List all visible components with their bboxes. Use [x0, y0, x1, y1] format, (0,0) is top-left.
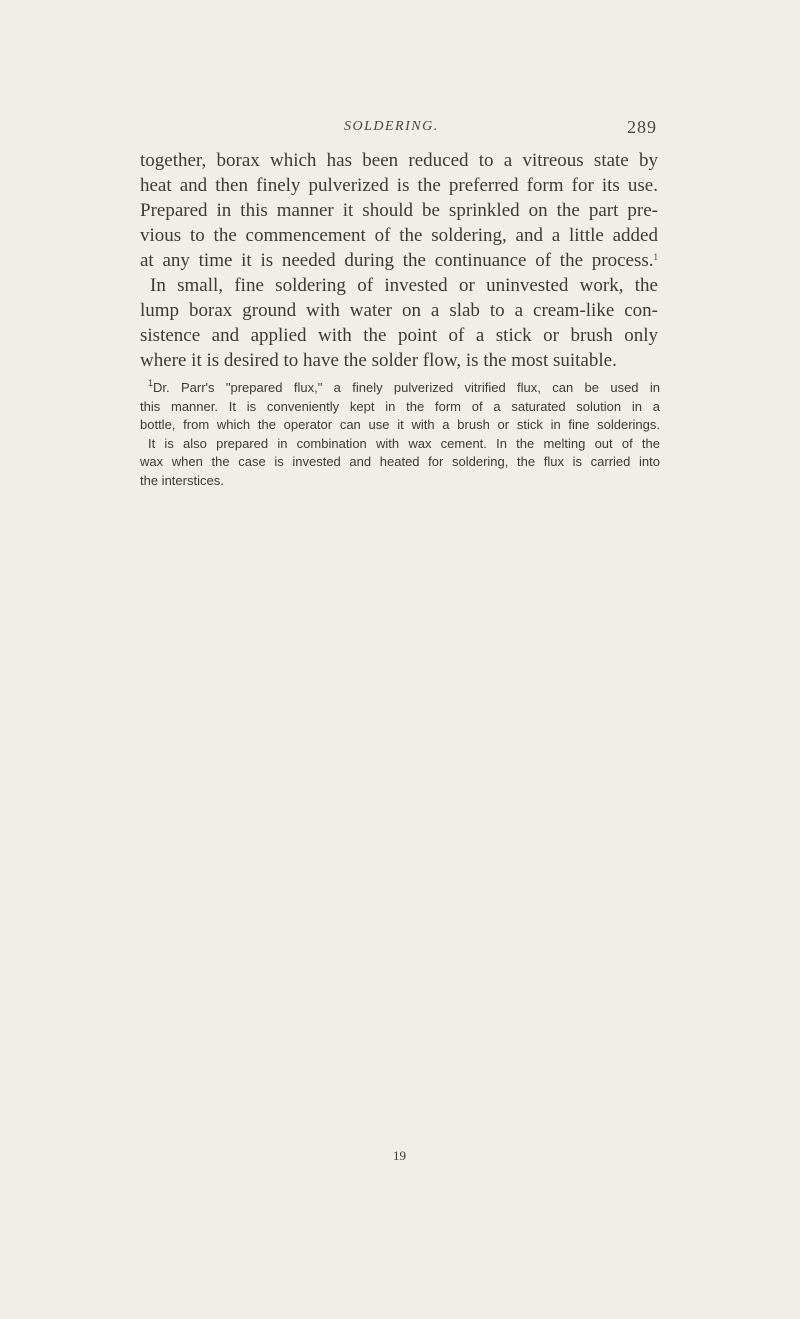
- running-head: [0, 119, 800, 143]
- body-line: heat and then finely pulverized is the preferred form for its use.: [140, 175, 658, 196]
- body-line: Prepared in this manner it should be sprinkled on the part pre-: [140, 200, 658, 221]
- body-line: lump borax ground with water on a slab to a cream-like con-: [140, 300, 658, 321]
- footnote-line: bottle, from which the operator can use it with a brush or stick in fine solderings.: [140, 417, 660, 432]
- signature-mark: 19: [393, 1148, 406, 1163]
- body-line-with-footnote-ref: [140, 248, 658, 273]
- body-line: sistence and applied with the point of a stick or brush only: [140, 325, 658, 346]
- body-line: where it is desired to have the solder flow, is the most suitable.: [140, 350, 617, 371]
- footnote-line-text: Dr. Parr's "prepared flux," a finely pulverized vitrified flux, can be used in: [153, 380, 660, 395]
- footnote: [140, 379, 660, 490]
- footnote-line: It is also prepared in combination with wax cement. In the melting out of the: [148, 435, 660, 451]
- footnote-reference: 1: [653, 252, 658, 262]
- body-line: together, borax which has been reduced to a vitreous state by: [140, 150, 658, 171]
- running-title: SOLDERING.: [344, 119, 439, 134]
- footnote-line: the interstices.: [140, 472, 224, 488]
- body-paragraph: [140, 148, 658, 373]
- footnote-line: [140, 379, 660, 398]
- page-number: 289: [627, 117, 657, 137]
- footnote-line: this manner. It is conveniently kept in the form of a saturated solution in a: [140, 398, 660, 414]
- body-line: vious to the commencement of the soldering, and a little added: [140, 225, 658, 246]
- footnote-marker: 1: [148, 378, 154, 388]
- body-line: In small, fine soldering of invested or uninvested work, the: [150, 275, 658, 296]
- body-line-text: at any time it is needed during the continuance of the process.: [140, 250, 654, 271]
- footnote-line: wax when the case is invested and heated for soldering, the flux is carried into: [140, 454, 660, 469]
